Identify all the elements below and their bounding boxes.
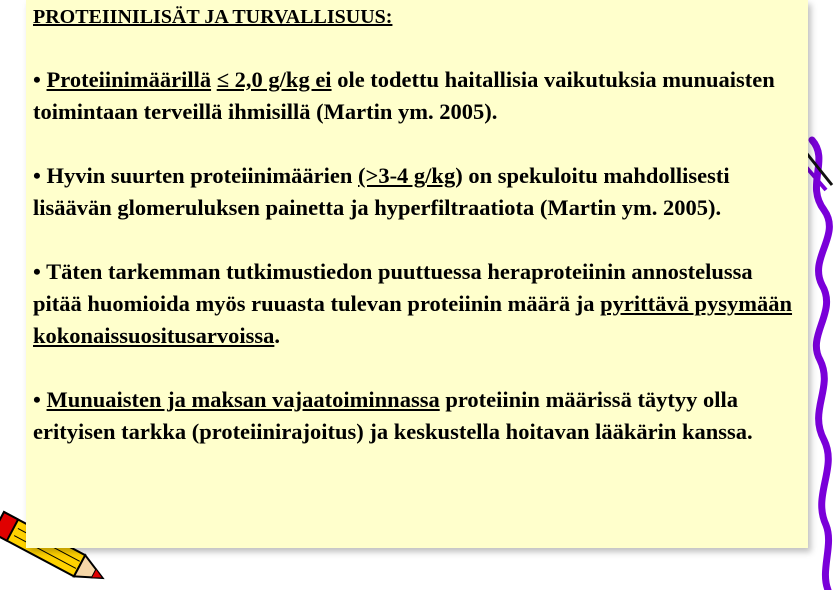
slide-content — [33, 4, 803, 480]
bullet-2 — [33, 160, 803, 224]
bullet-4-part-1: Munuaisten ja maksan vajaatoiminnassa — [46, 387, 440, 412]
bullet-3-part-2: pyrittävä pysymään kokonaissuositusarvoissa — [33, 291, 793, 348]
slide-heading: PROTEIINILISÄT JA TURVALLISUUS: — [33, 6, 393, 28]
bullet-1 — [33, 64, 803, 128]
bullet-2-part-3: ) on spekuloitu mahdollisesti lisäävän glomeruluksen painetta ja hyperfiltraatiota (Martin ym. 2005). — [33, 163, 730, 220]
bullet-4-part-2: proteiinin määrissä täytyy olla erityisen tarkka (proteiinirajoitus) ja keskustella hoitavan lääkärin kanssa. — [33, 387, 753, 444]
bullet-marker: • — [33, 163, 41, 188]
bullet-1-part-4: ole todettu haitallisia vaikutuksia munuaisten toimintaan terveillä ihmisillä (Martin ym. 2005). — [33, 67, 775, 124]
bullet-2-part-1: Hyvin suurten proteiinimäärien — [46, 163, 358, 188]
bullet-marker: • — [33, 387, 41, 412]
bullet-2-part-2: (>3-4 g/kg — [358, 163, 456, 188]
bullet-4 — [33, 384, 803, 448]
bullet-3-part-3: . — [274, 323, 280, 348]
bullet-marker: • — [33, 67, 41, 92]
bullet-3-part-1: Täten tarkemman tutkimustiedon puuttuessa heraproteiinin annostelussa pitää huomioida myös ruuasta tulevan proteiinin määrä ja — [33, 259, 753, 316]
bullet-1-part-3: ≤ 2,0 g/kg ei — [216, 67, 332, 92]
bullet-3 — [33, 256, 803, 352]
bullet-marker: • — [33, 259, 41, 284]
bullet-1-part-1: Proteiinimäärillä — [46, 67, 212, 92]
